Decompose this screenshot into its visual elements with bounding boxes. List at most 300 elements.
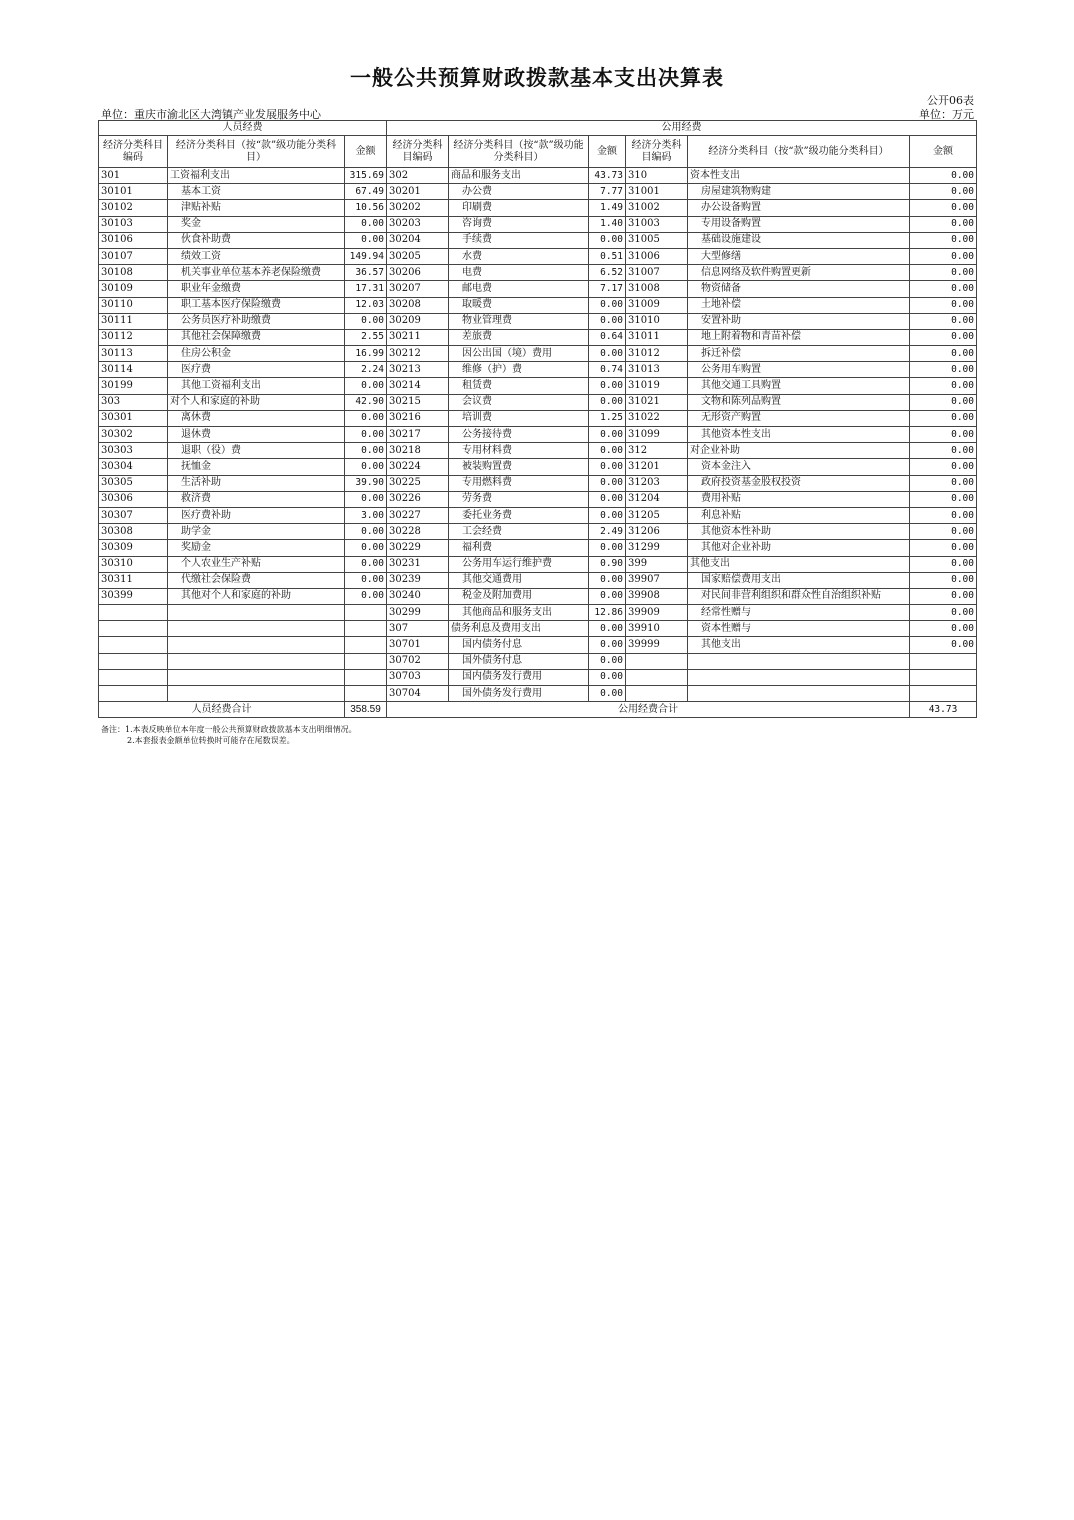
row-name: 差旅费 bbox=[449, 329, 589, 345]
row-name: 无形资产购置 bbox=[688, 410, 910, 426]
section-personnel-header: 人员经费 bbox=[99, 121, 387, 136]
row-amount: 315.69 bbox=[345, 168, 387, 184]
row-amount: 0.00 bbox=[910, 313, 977, 329]
row-amount: 0.00 bbox=[345, 572, 387, 588]
col-header-name: 经济分类科目（按“款”级功能分类科目） bbox=[688, 136, 910, 168]
row-code: 39907 bbox=[626, 572, 688, 588]
row-name: 利息补贴 bbox=[688, 507, 910, 523]
row-name: 其他商品和服务支出 bbox=[449, 605, 589, 621]
row-amount: 10.56 bbox=[345, 200, 387, 216]
row-amount: 0.00 bbox=[910, 232, 977, 248]
row-amount: 3.00 bbox=[345, 507, 387, 523]
personnel-total-value: 358.59 bbox=[345, 702, 387, 718]
row-amount: 0.00 bbox=[910, 491, 977, 507]
row-amount bbox=[345, 637, 387, 653]
row-amount: 0.00 bbox=[345, 232, 387, 248]
row-name: 物业管理费 bbox=[449, 313, 589, 329]
row-code: 39999 bbox=[626, 637, 688, 653]
row-name: 国外债务付息 bbox=[449, 653, 589, 669]
row-code: 30226 bbox=[387, 491, 449, 507]
row-code: 31010 bbox=[626, 313, 688, 329]
table-row bbox=[99, 475, 977, 491]
row-code: 30205 bbox=[387, 248, 449, 264]
row-name bbox=[168, 605, 345, 621]
row-name: 抚恤金 bbox=[168, 459, 345, 475]
row-code: 30308 bbox=[99, 524, 168, 540]
table-row bbox=[99, 443, 977, 459]
table-row bbox=[99, 378, 977, 394]
row-amount: 0.74 bbox=[589, 362, 626, 378]
row-name: 办公费 bbox=[449, 184, 589, 200]
row-amount: 0.00 bbox=[910, 362, 977, 378]
row-amount: 0.00 bbox=[910, 265, 977, 281]
row-code: 30399 bbox=[99, 588, 168, 604]
row-code: 30305 bbox=[99, 475, 168, 491]
row-amount: 0.00 bbox=[345, 491, 387, 507]
row-name: 奖金 bbox=[168, 216, 345, 232]
row-code: 31099 bbox=[626, 427, 688, 443]
table-row bbox=[99, 669, 977, 685]
row-amount: 12.03 bbox=[345, 297, 387, 313]
row-name: 住房公积金 bbox=[168, 346, 345, 362]
row-amount: 0.00 bbox=[345, 216, 387, 232]
row-code: 31022 bbox=[626, 410, 688, 426]
row-amount: 0.00 bbox=[345, 443, 387, 459]
row-name: 商品和服务支出 bbox=[449, 168, 589, 184]
row-name: 其他资本性支出 bbox=[688, 427, 910, 443]
row-name: 手续费 bbox=[449, 232, 589, 248]
row-amount: 0.00 bbox=[589, 232, 626, 248]
row-amount: 0.51 bbox=[589, 248, 626, 264]
row-code: 31008 bbox=[626, 281, 688, 297]
row-name: 地上附着物和青苗补偿 bbox=[688, 329, 910, 345]
table-row bbox=[99, 410, 977, 426]
row-amount: 0.00 bbox=[910, 168, 977, 184]
row-code bbox=[99, 686, 168, 702]
row-code: 30227 bbox=[387, 507, 449, 523]
row-code: 30306 bbox=[99, 491, 168, 507]
table-row bbox=[99, 168, 977, 184]
row-code bbox=[99, 605, 168, 621]
row-name: 其他交通工具购置 bbox=[688, 378, 910, 394]
row-amount: 0.00 bbox=[910, 507, 977, 523]
row-code: 30703 bbox=[387, 669, 449, 685]
row-name: 邮电费 bbox=[449, 281, 589, 297]
row-name: 国内债务发行费用 bbox=[449, 669, 589, 685]
row-amount: 1.49 bbox=[589, 200, 626, 216]
row-code: 30311 bbox=[99, 572, 168, 588]
row-amount: 0.00 bbox=[910, 248, 977, 264]
row-amount: 1.40 bbox=[589, 216, 626, 232]
row-name: 对民间非营利组织和群众性自治组织补贴 bbox=[688, 588, 910, 604]
table-row bbox=[99, 637, 977, 653]
row-name: 公务员医疗补助缴费 bbox=[168, 313, 345, 329]
row-code: 30301 bbox=[99, 410, 168, 426]
table-row bbox=[99, 572, 977, 588]
row-code: 31204 bbox=[626, 491, 688, 507]
row-name: 奖励金 bbox=[168, 540, 345, 556]
row-amount: 0.00 bbox=[589, 491, 626, 507]
row-name: 大型修缮 bbox=[688, 248, 910, 264]
row-amount bbox=[910, 653, 977, 669]
row-code: 30215 bbox=[387, 394, 449, 410]
row-code: 31007 bbox=[626, 265, 688, 281]
row-code: 30217 bbox=[387, 427, 449, 443]
table-row bbox=[99, 459, 977, 475]
row-name: 个人农业生产补贴 bbox=[168, 556, 345, 572]
money-unit: 单位：万元 bbox=[919, 108, 974, 121]
row-name: 信息网络及软件购置更新 bbox=[688, 265, 910, 281]
totals-row bbox=[99, 702, 977, 718]
footnotes bbox=[101, 724, 357, 746]
row-amount: 0.00 bbox=[910, 329, 977, 345]
row-name: 其他交通费用 bbox=[449, 572, 589, 588]
row-code: 31002 bbox=[626, 200, 688, 216]
row-amount: 0.90 bbox=[589, 556, 626, 572]
table-row bbox=[99, 524, 977, 540]
row-name: 土地补偿 bbox=[688, 297, 910, 313]
row-name: 救济费 bbox=[168, 491, 345, 507]
row-code: 30199 bbox=[99, 378, 168, 394]
col-header-name: 经济分类科目（按“款”级功能分类科目） bbox=[168, 136, 345, 168]
table-row bbox=[99, 621, 977, 637]
row-amount: 0.00 bbox=[589, 621, 626, 637]
row-code: 30304 bbox=[99, 459, 168, 475]
row-code: 30111 bbox=[99, 313, 168, 329]
row-code: 39909 bbox=[626, 605, 688, 621]
row-code: 30107 bbox=[99, 248, 168, 264]
row-code: 30110 bbox=[99, 297, 168, 313]
row-name bbox=[168, 686, 345, 702]
row-code: 30704 bbox=[387, 686, 449, 702]
col-header-amount: 金额 bbox=[589, 136, 626, 168]
row-amount: 0.00 bbox=[910, 605, 977, 621]
row-amount: 0.00 bbox=[345, 427, 387, 443]
row-code: 30702 bbox=[387, 653, 449, 669]
row-code: 30310 bbox=[99, 556, 168, 572]
row-amount: 6.52 bbox=[589, 265, 626, 281]
row-code bbox=[99, 621, 168, 637]
row-code: 30102 bbox=[99, 200, 168, 216]
row-code: 31011 bbox=[626, 329, 688, 345]
row-code bbox=[99, 637, 168, 653]
table-row bbox=[99, 686, 977, 702]
row-code: 30106 bbox=[99, 232, 168, 248]
row-amount: 0.00 bbox=[910, 346, 977, 362]
table-row bbox=[99, 394, 977, 410]
row-amount: 0.00 bbox=[589, 669, 626, 685]
row-amount: 0.00 bbox=[910, 200, 977, 216]
table-row bbox=[99, 313, 977, 329]
row-code bbox=[99, 653, 168, 669]
row-code: 30701 bbox=[387, 637, 449, 653]
row-name: 会议费 bbox=[449, 394, 589, 410]
row-amount: 12.86 bbox=[589, 605, 626, 621]
row-code: 30112 bbox=[99, 329, 168, 345]
row-amount: 0.00 bbox=[589, 653, 626, 669]
row-amount: 0.00 bbox=[589, 540, 626, 556]
unit-name: 单位：重庆市渝北区大湾镇产业发展服务中心 bbox=[101, 108, 321, 121]
row-name: 因公出国（境）费用 bbox=[449, 346, 589, 362]
row-amount: 0.00 bbox=[910, 475, 977, 491]
row-name: 办公设备购置 bbox=[688, 200, 910, 216]
row-code: 30103 bbox=[99, 216, 168, 232]
row-code: 31201 bbox=[626, 459, 688, 475]
row-name: 专用燃料费 bbox=[449, 475, 589, 491]
row-amount: 0.00 bbox=[910, 184, 977, 200]
row-amount: 2.24 bbox=[345, 362, 387, 378]
row-name bbox=[168, 653, 345, 669]
row-name bbox=[168, 669, 345, 685]
row-code: 30204 bbox=[387, 232, 449, 248]
personnel-total-label: 人员经费合计 bbox=[99, 702, 345, 718]
row-amount: 0.00 bbox=[589, 346, 626, 362]
row-amount: 0.00 bbox=[910, 556, 977, 572]
row-name: 电费 bbox=[449, 265, 589, 281]
row-code: 30114 bbox=[99, 362, 168, 378]
row-amount: 0.00 bbox=[345, 524, 387, 540]
row-name: 职工基本医疗保险缴费 bbox=[168, 297, 345, 313]
row-code: 30213 bbox=[387, 362, 449, 378]
row-name bbox=[168, 621, 345, 637]
row-name: 租赁费 bbox=[449, 378, 589, 394]
table-row bbox=[99, 653, 977, 669]
table-row bbox=[99, 265, 977, 281]
row-code bbox=[99, 669, 168, 685]
table-row bbox=[99, 588, 977, 604]
table-row bbox=[99, 216, 977, 232]
row-name: 资本金注入 bbox=[688, 459, 910, 475]
row-code: 30202 bbox=[387, 200, 449, 216]
row-amount: 0.64 bbox=[589, 329, 626, 345]
row-name: 基本工资 bbox=[168, 184, 345, 200]
table-row bbox=[99, 491, 977, 507]
table-row bbox=[99, 362, 977, 378]
table-row bbox=[99, 297, 977, 313]
public-total-value: 43.73 bbox=[910, 702, 977, 718]
row-amount: 0.00 bbox=[589, 378, 626, 394]
row-code: 310 bbox=[626, 168, 688, 184]
row-name bbox=[168, 637, 345, 653]
row-amount: 67.49 bbox=[345, 184, 387, 200]
row-name: 国家赔偿费用支出 bbox=[688, 572, 910, 588]
row-code: 31299 bbox=[626, 540, 688, 556]
table-row bbox=[99, 200, 977, 216]
row-amount: 0.00 bbox=[345, 556, 387, 572]
footnote: 备注：1.本表反映单位本年度一般公共预算财政拨款基本支出明细情况。 bbox=[101, 725, 357, 734]
row-code: 30211 bbox=[387, 329, 449, 345]
row-code: 31012 bbox=[626, 346, 688, 362]
row-name: 印刷费 bbox=[449, 200, 589, 216]
row-amount: 0.00 bbox=[589, 394, 626, 410]
row-name: 税金及附加费用 bbox=[449, 588, 589, 604]
public-total-label: 公用经费合计 bbox=[387, 702, 910, 718]
row-code: 30225 bbox=[387, 475, 449, 491]
row-name: 退职（役）费 bbox=[168, 443, 345, 459]
row-name: 离休费 bbox=[168, 410, 345, 426]
row-name: 经常性赠与 bbox=[688, 605, 910, 621]
row-code: 30239 bbox=[387, 572, 449, 588]
row-name: 对企业补助 bbox=[688, 443, 910, 459]
row-amount: 0.00 bbox=[589, 507, 626, 523]
row-amount bbox=[345, 653, 387, 669]
row-code: 303 bbox=[99, 394, 168, 410]
row-amount: 149.94 bbox=[345, 248, 387, 264]
row-name: 债务利息及费用支出 bbox=[449, 621, 589, 637]
row-amount: 0.00 bbox=[910, 394, 977, 410]
row-name: 职业年金缴费 bbox=[168, 281, 345, 297]
row-name: 伙食补助费 bbox=[168, 232, 345, 248]
table-row bbox=[99, 346, 977, 362]
expenditure-table bbox=[98, 120, 977, 718]
row-amount bbox=[910, 686, 977, 702]
row-code: 30206 bbox=[387, 265, 449, 281]
row-code: 30218 bbox=[387, 443, 449, 459]
row-code: 30201 bbox=[387, 184, 449, 200]
row-code: 39910 bbox=[626, 621, 688, 637]
row-amount: 2.49 bbox=[589, 524, 626, 540]
row-amount: 0.00 bbox=[589, 686, 626, 702]
row-amount: 0.00 bbox=[589, 313, 626, 329]
row-amount: 0.00 bbox=[910, 637, 977, 653]
row-name: 助学金 bbox=[168, 524, 345, 540]
table-row bbox=[99, 184, 977, 200]
row-code: 30224 bbox=[387, 459, 449, 475]
row-name: 水费 bbox=[449, 248, 589, 264]
row-name: 代缴社会保险费 bbox=[168, 572, 345, 588]
row-amount: 0.00 bbox=[589, 459, 626, 475]
row-amount: 0.00 bbox=[345, 378, 387, 394]
row-code: 312 bbox=[626, 443, 688, 459]
row-amount: 0.00 bbox=[910, 588, 977, 604]
row-amount: 7.77 bbox=[589, 184, 626, 200]
row-amount: 0.00 bbox=[910, 297, 977, 313]
row-amount: 0.00 bbox=[910, 378, 977, 394]
col-header-name: 经济分类科目（按“款”级功能分类科目） bbox=[449, 136, 589, 168]
row-amount: 0.00 bbox=[910, 572, 977, 588]
row-name: 房屋建筑物购建 bbox=[688, 184, 910, 200]
row-name bbox=[688, 653, 910, 669]
row-name bbox=[688, 669, 910, 685]
row-code: 31001 bbox=[626, 184, 688, 200]
row-code: 30212 bbox=[387, 346, 449, 362]
row-amount: 0.00 bbox=[589, 443, 626, 459]
row-amount bbox=[910, 669, 977, 685]
row-name: 基础设施建设 bbox=[688, 232, 910, 248]
row-code: 30101 bbox=[99, 184, 168, 200]
row-name: 资本性支出 bbox=[688, 168, 910, 184]
row-name: 其他资本性补助 bbox=[688, 524, 910, 540]
row-amount: 0.00 bbox=[589, 475, 626, 491]
row-code bbox=[626, 669, 688, 685]
row-name: 生活补助 bbox=[168, 475, 345, 491]
row-amount: 0.00 bbox=[345, 459, 387, 475]
row-name: 劳务费 bbox=[449, 491, 589, 507]
table-row bbox=[99, 605, 977, 621]
row-amount: 0.00 bbox=[589, 637, 626, 653]
row-name: 其他支出 bbox=[688, 637, 910, 653]
row-name: 取暖费 bbox=[449, 297, 589, 313]
row-amount: 43.73 bbox=[589, 168, 626, 184]
row-amount bbox=[345, 669, 387, 685]
row-name: 被装购置费 bbox=[449, 459, 589, 475]
row-name: 津贴补贴 bbox=[168, 200, 345, 216]
row-code: 30209 bbox=[387, 313, 449, 329]
row-name: 安置补助 bbox=[688, 313, 910, 329]
row-code: 301 bbox=[99, 168, 168, 184]
row-name: 培训费 bbox=[449, 410, 589, 426]
row-amount: 0.00 bbox=[910, 281, 977, 297]
col-header-code: 经济分类科目编码 bbox=[626, 136, 688, 168]
row-code: 31019 bbox=[626, 378, 688, 394]
table-row bbox=[99, 248, 977, 264]
row-amount: 42.90 bbox=[345, 394, 387, 410]
row-code: 30207 bbox=[387, 281, 449, 297]
row-code: 30231 bbox=[387, 556, 449, 572]
table-row bbox=[99, 427, 977, 443]
row-code: 31205 bbox=[626, 507, 688, 523]
row-amount: 0.00 bbox=[345, 313, 387, 329]
row-code: 31006 bbox=[626, 248, 688, 264]
row-name: 物资储备 bbox=[688, 281, 910, 297]
row-amount: 39.90 bbox=[345, 475, 387, 491]
row-code: 31009 bbox=[626, 297, 688, 313]
col-header-code: 经济分类科目编码 bbox=[99, 136, 168, 168]
row-code: 31013 bbox=[626, 362, 688, 378]
row-amount: 0.00 bbox=[910, 443, 977, 459]
row-name: 国外债务发行费用 bbox=[449, 686, 589, 702]
row-name: 工会经费 bbox=[449, 524, 589, 540]
row-amount: 0.00 bbox=[910, 621, 977, 637]
row-amount: 0.00 bbox=[910, 427, 977, 443]
row-name: 其他工资福利支出 bbox=[168, 378, 345, 394]
table-row bbox=[99, 507, 977, 523]
row-name: 工资福利支出 bbox=[168, 168, 345, 184]
row-code bbox=[626, 653, 688, 669]
row-amount: 0.00 bbox=[589, 297, 626, 313]
row-code: 30303 bbox=[99, 443, 168, 459]
row-amount: 16.99 bbox=[345, 346, 387, 362]
row-code: 30109 bbox=[99, 281, 168, 297]
row-name: 咨询费 bbox=[449, 216, 589, 232]
row-name: 公务用车运行维护费 bbox=[449, 556, 589, 572]
row-name: 对个人和家庭的补助 bbox=[168, 394, 345, 410]
row-name: 其他对企业补助 bbox=[688, 540, 910, 556]
row-name: 拆迁补偿 bbox=[688, 346, 910, 362]
row-code: 30214 bbox=[387, 378, 449, 394]
row-amount: 2.55 bbox=[345, 329, 387, 345]
col-header-amount: 金额 bbox=[345, 136, 387, 168]
footnote: 2.本套报表金额单位转换时可能存在尾数误差。 bbox=[127, 736, 295, 745]
row-amount: 0.00 bbox=[345, 540, 387, 556]
row-code: 31203 bbox=[626, 475, 688, 491]
row-amount: 0.00 bbox=[910, 540, 977, 556]
row-code: 30240 bbox=[387, 588, 449, 604]
section-public-header: 公用经费 bbox=[387, 121, 977, 136]
row-amount: 0.00 bbox=[910, 410, 977, 426]
table-row bbox=[99, 556, 977, 572]
row-amount bbox=[345, 605, 387, 621]
row-code: 30203 bbox=[387, 216, 449, 232]
row-code: 30216 bbox=[387, 410, 449, 426]
row-code: 399 bbox=[626, 556, 688, 572]
row-name: 国内债务付息 bbox=[449, 637, 589, 653]
table-row bbox=[99, 540, 977, 556]
row-name: 费用补贴 bbox=[688, 491, 910, 507]
row-name: 资本性赠与 bbox=[688, 621, 910, 637]
row-name: 维修（护）费 bbox=[449, 362, 589, 378]
row-name: 医疗费 bbox=[168, 362, 345, 378]
